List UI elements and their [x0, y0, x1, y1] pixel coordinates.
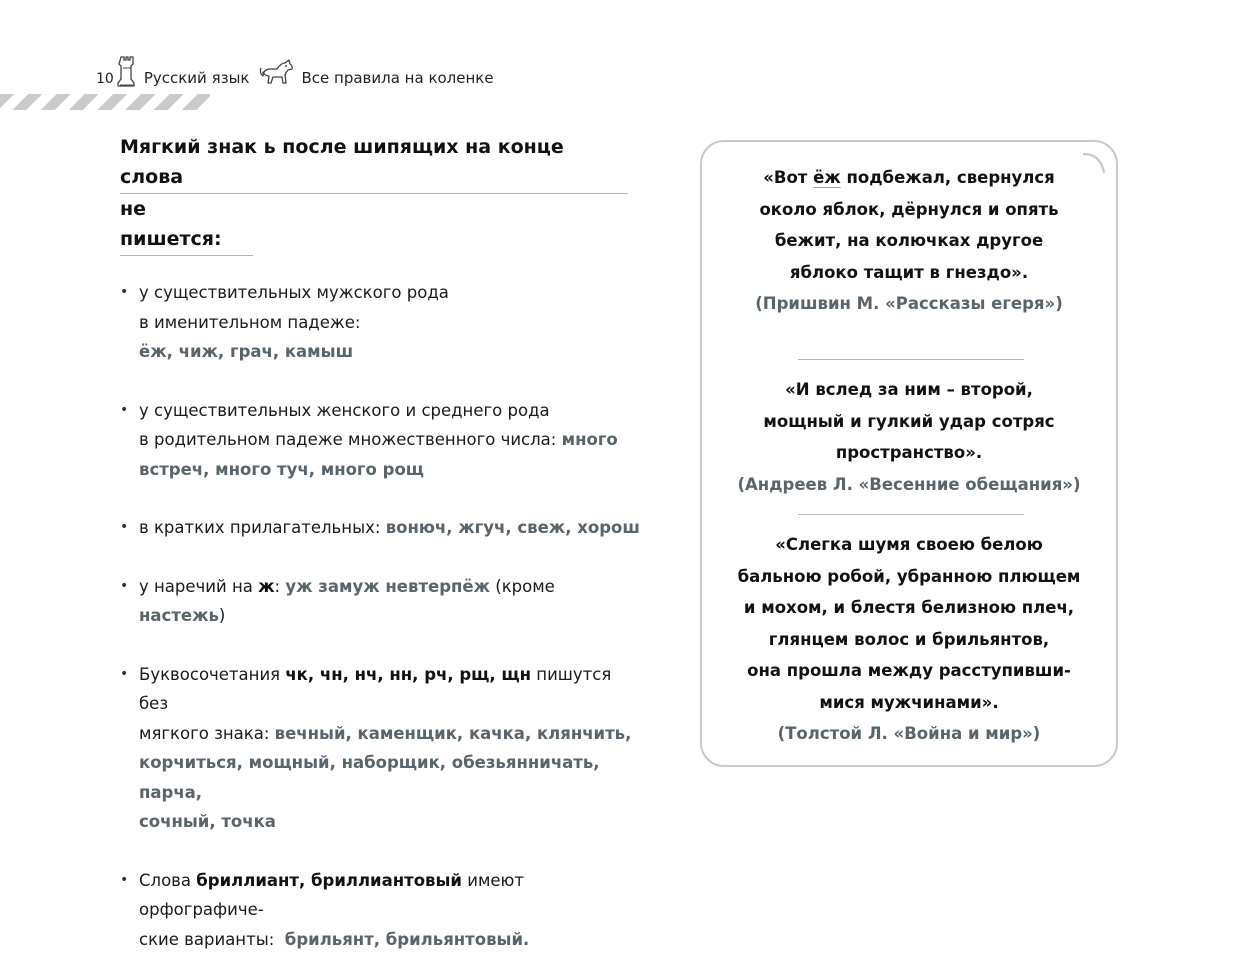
subject-label: Русский язык: [144, 71, 250, 90]
bullet-icon: •: [120, 396, 128, 426]
page-number: 10: [96, 72, 114, 90]
rule-item: • в кратких прилагательных: вонюч, жгуч, свеж, хорош: [120, 513, 640, 543]
rule-item: • у существительных женского и среднего рода в родительном падеже множественного числа: много встреч, много туч, много рощ: [120, 396, 640, 485]
rule-examples: брильянт, брильянтовый.: [285, 930, 529, 949]
chess-rook-icon: [116, 54, 138, 90]
rule-examples: ёж, чиж, грач, камыш: [139, 337, 640, 367]
rules-section: [120, 132, 640, 954]
bullet-icon: •: [120, 866, 128, 896]
quote-source: (Андреев Л. «Весенние обещания»): [722, 469, 1096, 501]
rule-examples: много: [562, 430, 618, 449]
rule-item: • у существительных мужского рода в именительном падеже: ёж, чиж, грач, камыш: [120, 278, 640, 367]
rule-examples: встреч, много туч, много рощ: [139, 455, 640, 485]
bullet-icon: •: [120, 278, 128, 308]
quote-source: (Пришвин М. «Рассказы егеря»): [722, 288, 1096, 320]
rule-examples: сочный, точка: [139, 807, 640, 837]
highlighted-word: ёж: [813, 168, 841, 187]
rule-examples: корчиться, мощный, наборщик, обезьянничать, парча,: [139, 748, 640, 807]
quote-block: «Вот ёж подбежал, свернулся около яблок, дёрнулся и опять бежит, на колючках другое яблоко тащит в гнездо». (Пришвин М. «Рассказы егеря»): [722, 162, 1096, 320]
rules-list: [120, 278, 640, 954]
quote-block: «Слегка шумя своею белою бальною робой, убранною плющем и мохом, и блестя белизною плеч, глянцем волос и брильянтов, она прошла между расступивши- мися мужчинами». (Толстой Л. «Война и мир»): [722, 529, 1096, 750]
section-title-line1: Мягкий знак ь после шипящих на конце слова: [120, 132, 628, 194]
rule-exception: настежь: [139, 606, 219, 625]
decorative-stripes: [0, 94, 210, 110]
bullet-icon: •: [120, 660, 128, 690]
bullet-icon: •: [120, 513, 128, 543]
bullet-icon: •: [120, 572, 128, 602]
quote-block: «И вслед за ним – второй, мощный и гулкий удар сотряс пространство». (Андреев Л. «Весенние обещания»): [722, 374, 1096, 500]
rule-item: • Слова бриллиант, бриллиантовый имеют орфографиче- ские варианты: брильянт, брильянтовый.: [120, 866, 640, 954]
rule-examples: вонюч, жгуч, свеж, хорош: [386, 518, 640, 537]
rule-examples: уж замуж невтерпёж: [285, 577, 490, 596]
section-title: [120, 132, 640, 256]
quote-divider: [798, 514, 1024, 515]
quotes-card: [700, 140, 1118, 767]
rule-item: • у наречий на ж: уж замуж невтерпёж (кроме настежь): [120, 572, 640, 631]
rule-examples: вечный, каменщик, качка, клянчить,: [275, 724, 632, 743]
rule-item: • Буквосочетания чк, чн, нч, нн, рч, рщ, щн пишутся без мягкого знака: вечный, каменщик, качка, клянчить, корчиться, мощный, наборщик, обезьянничать, парча, сочный, точка: [120, 660, 640, 837]
book-title: Все правила на коленке: [301, 71, 493, 90]
dog-icon: [257, 56, 295, 90]
quote-source: (Толстой Л. «Война и мир»): [722, 718, 1096, 750]
page-header: [96, 50, 494, 90]
section-title-line2: не пишется:: [120, 194, 253, 256]
quote-divider: [798, 359, 1024, 360]
